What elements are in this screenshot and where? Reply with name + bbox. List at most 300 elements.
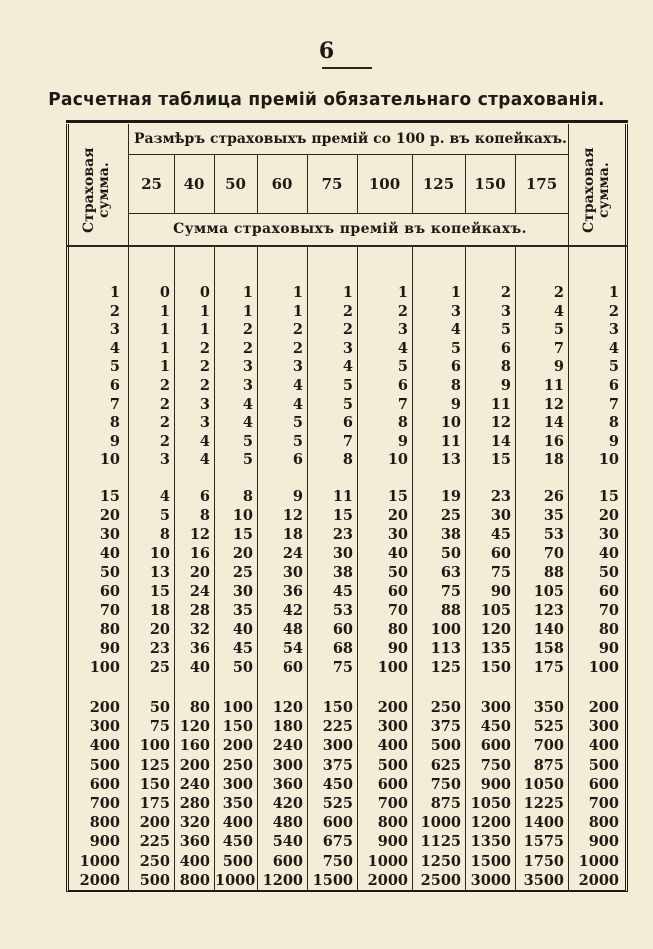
insured-sum-left: 3 — [109, 321, 120, 339]
premium-cell: 8 — [199, 507, 210, 524]
premium-cell: 180 — [272, 718, 303, 736]
premium-cell: 500 — [430, 737, 461, 755]
premium-cell: 420 — [272, 795, 303, 812]
premium-cell: 14 — [490, 432, 511, 450]
rate-column-divider — [465, 154, 466, 213]
insured-sum-left: 100 — [89, 659, 120, 676]
insured-sum-left: 900 — [89, 833, 120, 851]
premium-cell: 675 — [322, 833, 353, 851]
premium-cell: 30 — [232, 583, 253, 600]
rate-column-divider — [174, 154, 175, 213]
premium-cell: 1 — [292, 284, 303, 301]
premium-cell: 158 — [533, 640, 564, 657]
premium-cell: 700 — [377, 795, 408, 812]
premium-cell: 150 — [139, 775, 170, 793]
premium-cell: 75 — [490, 564, 511, 581]
insured-sum-left: 15 — [99, 488, 120, 505]
insured-sum-left: 20 — [99, 507, 120, 524]
premium-cell: 4 — [242, 395, 253, 413]
premium-cell: 30 — [332, 545, 353, 562]
rate-header-50: 50 — [225, 175, 246, 193]
premium-cell: 5 — [342, 395, 353, 413]
premium-cell: 200 — [139, 814, 170, 832]
insured-sum-right: 600 — [588, 775, 619, 793]
premium-cell: 225 — [322, 718, 353, 736]
insured-sum-right: 70 — [598, 602, 619, 619]
insured-sum-right: 800 — [588, 814, 619, 832]
premium-cell: 7 — [342, 432, 353, 450]
premium-cell: 30 — [282, 564, 303, 581]
premium-cell: 11 — [490, 395, 511, 413]
premium-cell: 125 — [139, 756, 170, 774]
premium-cell: 30 — [490, 507, 511, 524]
premium-cell: 1 — [159, 321, 170, 339]
insured-sum-left: 5 — [109, 358, 120, 376]
premium-cell: 12 — [543, 395, 564, 413]
premium-cell: 1000 — [215, 871, 256, 889]
premium-cell: 600 — [272, 852, 303, 870]
insured-sum-left: 2 — [109, 302, 120, 320]
header-top-divider — [128, 154, 568, 155]
premium-cell: 1500 — [312, 871, 353, 889]
premium-cell: 70 — [543, 545, 564, 562]
premium-cell: 12 — [189, 526, 210, 543]
premium-cell: 150 — [480, 659, 511, 676]
premium-cell: 19 — [440, 488, 461, 505]
insured-sum-right: 80 — [598, 621, 619, 638]
premium-cell: 25 — [440, 507, 461, 524]
premium-cell: 4 — [342, 358, 353, 376]
premium-cell: 105 — [480, 602, 511, 619]
premium-cell: 1 — [242, 284, 253, 301]
premium-cell: 80 — [387, 621, 408, 638]
premium-cell: 36 — [189, 640, 210, 657]
insured-sum-left: 6 — [109, 377, 120, 394]
premium-cell: 100 — [222, 699, 253, 716]
premium-cell: 3 — [450, 302, 461, 320]
premium-cell: 35 — [232, 602, 253, 619]
premium-cell: 54 — [282, 640, 303, 657]
premium-cell: 8 — [159, 526, 170, 543]
insured-sum-right: 90 — [598, 640, 619, 657]
insured-sum-left: 10 — [99, 451, 120, 469]
premium-cell: 2 — [159, 414, 170, 432]
premium-cell: 6 — [292, 451, 303, 469]
premium-cell: 10 — [149, 545, 170, 562]
table-title: Расчетная таблица премій обязательнаго страхованія. — [48, 89, 605, 111]
premium-cell: 36 — [282, 583, 303, 600]
premium-cell: 600 — [377, 775, 408, 793]
premium-cell: 1 — [292, 302, 303, 320]
insured-sum-right: 6 — [608, 377, 619, 394]
insured-sum-left: 60 — [99, 583, 120, 600]
rate-header-150: 150 — [474, 175, 506, 193]
table-row — [0, 659, 653, 681]
premium-cell: 8 — [242, 488, 253, 505]
left-header-label: Страховая сумма. — [81, 147, 112, 233]
premium-cell: 1 — [397, 284, 408, 301]
premium-cell: 48 — [282, 621, 303, 638]
premium-cell: 18 — [282, 526, 303, 543]
premium-cell: 120 — [272, 699, 303, 716]
premium-cell: 20 — [149, 621, 170, 638]
premium-cell: 1 — [199, 302, 210, 320]
premium-cell: 90 — [387, 640, 408, 657]
premium-cell: 40 — [387, 545, 408, 562]
table-row — [0, 451, 653, 473]
insured-sum-right: 300 — [588, 718, 619, 736]
page-number: 6 — [318, 38, 335, 64]
premium-cell: 175 — [139, 795, 170, 812]
premium-cell: 2 — [292, 321, 303, 339]
premium-cell: 3 — [199, 395, 210, 413]
rate-header-125: 125 — [422, 175, 455, 193]
premium-cell: 300 — [272, 756, 303, 774]
insured-sum-right: 900 — [588, 833, 619, 851]
insured-sum-left: 400 — [89, 737, 120, 755]
premium-cell: 100 — [430, 621, 461, 638]
premium-cell: 7 — [397, 395, 408, 413]
premium-cell: 42 — [282, 602, 303, 619]
premium-cell: 9 — [292, 488, 303, 505]
premium-cell: 2000 — [367, 871, 408, 889]
premium-cell: 88 — [543, 564, 564, 581]
premium-cell: 20 — [189, 564, 210, 581]
premium-cell: 5 — [292, 432, 303, 450]
premium-cell: 0 — [199, 284, 210, 301]
premium-cell: 100 — [139, 737, 170, 755]
right-header-label: Страховая сумма. — [581, 147, 612, 233]
premium-cell: 350 — [222, 795, 253, 812]
rate-header-25: 25 — [141, 175, 162, 193]
premium-cell: 123 — [533, 602, 564, 619]
rate-column-divider — [257, 154, 258, 213]
insured-sum-right: 50 — [598, 564, 619, 581]
premium-cell: 5 — [500, 321, 511, 339]
premium-cell: 5 — [553, 321, 564, 339]
premium-cell: 3 — [242, 377, 253, 394]
premium-cell: 200 — [222, 737, 253, 755]
table-top-rule — [66, 120, 628, 123]
premium-cell: 45 — [490, 526, 511, 543]
premium-cell: 8 — [500, 358, 511, 376]
rate-header-175: 175 — [525, 175, 558, 193]
premium-cell: 2 — [199, 339, 210, 357]
premium-cell: 400 — [377, 737, 408, 755]
premium-cell: 53 — [543, 526, 564, 543]
premium-cell: 1125 — [420, 833, 461, 851]
premium-cell: 4 — [292, 377, 303, 394]
premium-cell: 1750 — [523, 852, 564, 870]
premium-cell: 375 — [322, 756, 353, 774]
insured-sum-left: 300 — [89, 718, 120, 736]
premium-cell: 0 — [159, 284, 170, 301]
rate-column-divider — [307, 154, 308, 213]
premium-cell: 3 — [342, 339, 353, 357]
premium-cell: 135 — [480, 640, 511, 657]
premium-cell: 3 — [500, 302, 511, 320]
insured-sum-left: 8 — [109, 414, 120, 432]
premium-cell: 2 — [159, 377, 170, 394]
premium-cell: 10 — [232, 507, 253, 524]
premium-cell: 45 — [232, 640, 253, 657]
premium-cell: 32 — [189, 621, 210, 638]
premium-cell: 40 — [189, 659, 210, 676]
insured-sum-right: 4 — [608, 339, 619, 357]
premium-cell: 450 — [322, 775, 353, 793]
premium-cell: 50 — [387, 564, 408, 581]
rate-column-divider — [357, 154, 358, 213]
premium-cell: 320 — [179, 814, 210, 832]
premium-cell: 88 — [440, 602, 461, 619]
premium-cell: 875 — [430, 795, 461, 812]
premium-cell: 3 — [159, 451, 170, 469]
rate-column-divider — [214, 154, 215, 213]
premium-cell: 1500 — [470, 852, 511, 870]
premium-cell: 1250 — [420, 852, 461, 870]
premium-cell: 2 — [159, 432, 170, 450]
premium-cell: 60 — [332, 621, 353, 638]
insured-sum-left: 30 — [99, 526, 120, 543]
insured-sum-left: 800 — [89, 814, 120, 832]
insured-sum-left: 70 — [99, 602, 120, 619]
premium-cell: 200 — [179, 756, 210, 774]
premium-cell: 6 — [199, 488, 210, 505]
premium-cell: 1 — [159, 302, 170, 320]
premium-cell: 24 — [282, 545, 303, 562]
premium-cell: 16 — [543, 432, 564, 450]
premium-cell: 53 — [332, 602, 353, 619]
premium-cell: 800 — [179, 871, 210, 889]
insured-sum-right: 3 — [608, 321, 619, 339]
premium-cell: 300 — [322, 737, 353, 755]
premium-cell: 140 — [533, 621, 564, 638]
premium-cell: 100 — [377, 659, 408, 676]
premium-cell: 5 — [242, 432, 253, 450]
premium-cell: 2 — [242, 321, 253, 339]
premium-cell: 2 — [242, 339, 253, 357]
premium-cell: 50 — [440, 545, 461, 562]
insured-sum-right: 2000 — [578, 871, 619, 889]
premium-cell: 7 — [553, 339, 564, 357]
premium-cell: 1 — [450, 284, 461, 301]
premium-cell: 1575 — [523, 833, 564, 851]
premium-cell: 525 — [322, 795, 353, 812]
rate-header-75: 75 — [321, 175, 343, 193]
premium-cell: 12 — [490, 414, 511, 432]
premium-cell: 120 — [179, 718, 210, 736]
premium-cell: 2 — [159, 395, 170, 413]
premium-cell: 24 — [189, 583, 210, 600]
premium-cell: 11 — [440, 432, 461, 450]
insured-sum-left: 90 — [99, 640, 120, 657]
premium-cell: 240 — [272, 737, 303, 755]
premium-cell: 13 — [440, 451, 461, 469]
premium-cell: 400 — [222, 814, 253, 832]
premium-cell: 800 — [377, 814, 408, 832]
premium-cell: 4 — [159, 488, 170, 505]
premium-cell: 625 — [430, 756, 461, 774]
premium-cell: 360 — [179, 833, 210, 851]
premium-cell: 15 — [232, 526, 253, 543]
insured-sum-left: 1000 — [79, 852, 120, 870]
premium-cell: 250 — [222, 756, 253, 774]
premium-cell: 2500 — [420, 871, 461, 889]
insured-sum-left: 7 — [109, 395, 120, 413]
premium-cell: 4 — [397, 339, 408, 357]
premium-cell: 225 — [139, 833, 170, 851]
premium-cell: 150 — [222, 718, 253, 736]
premium-cell: 75 — [440, 583, 461, 600]
premium-cell: 375 — [430, 718, 461, 736]
premium-cell: 18 — [149, 602, 170, 619]
premium-cell: 50 — [232, 659, 253, 676]
premium-cell: 1050 — [470, 795, 511, 812]
premium-cell: 20 — [387, 507, 408, 524]
premium-cell: 1 — [159, 358, 170, 376]
premium-cell: 90 — [490, 583, 511, 600]
premium-cell: 525 — [533, 718, 564, 736]
insured-sum-left: 9 — [109, 432, 120, 450]
premium-cell: 4 — [199, 451, 210, 469]
insured-sum-right: 10 — [598, 451, 619, 469]
premium-cell: 6 — [397, 377, 408, 394]
premium-cell: 4 — [450, 321, 461, 339]
premium-cell: 480 — [272, 814, 303, 832]
premium-cell: 400 — [179, 852, 210, 870]
premium-cell: 38 — [440, 526, 461, 543]
premium-cell: 63 — [440, 564, 461, 581]
insured-sum-right: 20 — [598, 507, 619, 524]
premium-cell: 11 — [332, 488, 353, 505]
premium-cell: 30 — [387, 526, 408, 543]
premium-cell: 900 — [480, 775, 511, 793]
premium-cell: 60 — [282, 659, 303, 676]
premium-cell: 4 — [292, 395, 303, 413]
premium-cell: 23 — [332, 526, 353, 543]
premium-cell: 500 — [139, 871, 170, 889]
premium-cell: 9 — [450, 395, 461, 413]
premium-cell: 8 — [450, 377, 461, 394]
premium-cell: 600 — [480, 737, 511, 755]
premium-cell: 2 — [397, 302, 408, 320]
premium-cell: 5 — [292, 414, 303, 432]
premium-cell: 2 — [199, 377, 210, 394]
premium-cell: 60 — [490, 545, 511, 562]
premium-cell: 3 — [397, 321, 408, 339]
premium-cell: 300 — [480, 699, 511, 716]
premium-cell: 15 — [332, 507, 353, 524]
premium-cell: 16 — [189, 545, 210, 562]
premium-cell: 1200 — [262, 871, 303, 889]
insured-sum-right: 1000 — [578, 852, 619, 870]
insured-sum-right: 700 — [588, 795, 619, 812]
premium-cell: 9 — [397, 432, 408, 450]
premium-cell: 700 — [533, 737, 564, 755]
rate-header-60: 60 — [271, 175, 293, 193]
premium-cell: 200 — [377, 699, 408, 716]
premium-cell: 25 — [232, 564, 253, 581]
premium-cell: 120 — [480, 621, 511, 638]
premium-cell: 6 — [500, 339, 511, 357]
insured-sum-left: 200 — [89, 699, 120, 716]
premium-cell: 9 — [500, 377, 511, 394]
premium-cell: 12 — [282, 507, 303, 524]
premium-cell: 2 — [199, 358, 210, 376]
premium-cell: 1 — [199, 321, 210, 339]
premium-cell: 5 — [397, 358, 408, 376]
insured-sum-right: 2 — [608, 302, 619, 320]
premium-cell: 1 — [242, 302, 253, 320]
premium-cell: 875 — [533, 756, 564, 774]
premium-cell: 8 — [342, 451, 353, 469]
insured-sum-right: 40 — [598, 545, 619, 562]
premium-cell: 20 — [232, 545, 253, 562]
premium-cell: 1000 — [367, 852, 408, 870]
premium-cell: 15 — [490, 451, 511, 469]
insured-sum-right: 9 — [608, 432, 619, 450]
premium-cell: 11 — [543, 377, 564, 394]
insured-sum-right: 100 — [588, 659, 619, 676]
premium-cell: 1200 — [470, 814, 511, 832]
premium-cell: 15 — [387, 488, 408, 505]
premium-cell: 240 — [179, 775, 210, 793]
premium-cell: 2 — [500, 284, 511, 301]
premium-cell: 35 — [543, 507, 564, 524]
premium-cell: 600 — [322, 814, 353, 832]
premium-cell: 5 — [242, 451, 253, 469]
premium-cell: 10 — [440, 414, 461, 432]
premium-cell: 3 — [292, 358, 303, 376]
premium-cell: 500 — [377, 756, 408, 774]
premium-cell: 175 — [533, 659, 564, 676]
premium-cell: 1225 — [523, 795, 564, 812]
page-number-rule — [322, 67, 372, 69]
header-bottom-divider — [66, 245, 628, 247]
premium-cell: 250 — [430, 699, 461, 716]
insured-sum-right: 200 — [588, 699, 619, 716]
insured-sum-right: 7 — [608, 395, 619, 413]
header-premium-rate-caption: Размѣръ страховыхъ премій со 100 р. въ копейкахъ. — [134, 131, 567, 147]
premium-cell: 4 — [242, 414, 253, 432]
premium-cell: 3 — [242, 358, 253, 376]
insured-sum-right: 400 — [588, 737, 619, 755]
premium-cell: 10 — [387, 451, 408, 469]
rate-header-100: 100 — [368, 175, 401, 193]
premium-cell: 45 — [332, 583, 353, 600]
premium-cell: 750 — [430, 775, 461, 793]
premium-cell: 6 — [450, 358, 461, 376]
premium-cell: 75 — [332, 659, 353, 676]
premium-cell: 900 — [377, 833, 408, 851]
insured-sum-left: 700 — [89, 795, 120, 812]
premium-cell: 750 — [322, 852, 353, 870]
premium-cell: 1 — [159, 339, 170, 357]
premium-cell: 3500 — [523, 871, 564, 889]
premium-cell: 25 — [149, 659, 170, 676]
premium-cell: 23 — [149, 640, 170, 657]
premium-cell: 450 — [480, 718, 511, 736]
premium-cell: 60 — [387, 583, 408, 600]
premium-cell: 160 — [179, 737, 210, 755]
premium-cell: 500 — [222, 852, 253, 870]
premium-cell: 40 — [232, 621, 253, 638]
premium-cell: 750 — [480, 756, 511, 774]
premium-cell: 540 — [272, 833, 303, 851]
premium-cell: 9 — [553, 358, 564, 376]
header-rate-divider — [128, 213, 568, 214]
premium-cell: 5 — [159, 507, 170, 524]
